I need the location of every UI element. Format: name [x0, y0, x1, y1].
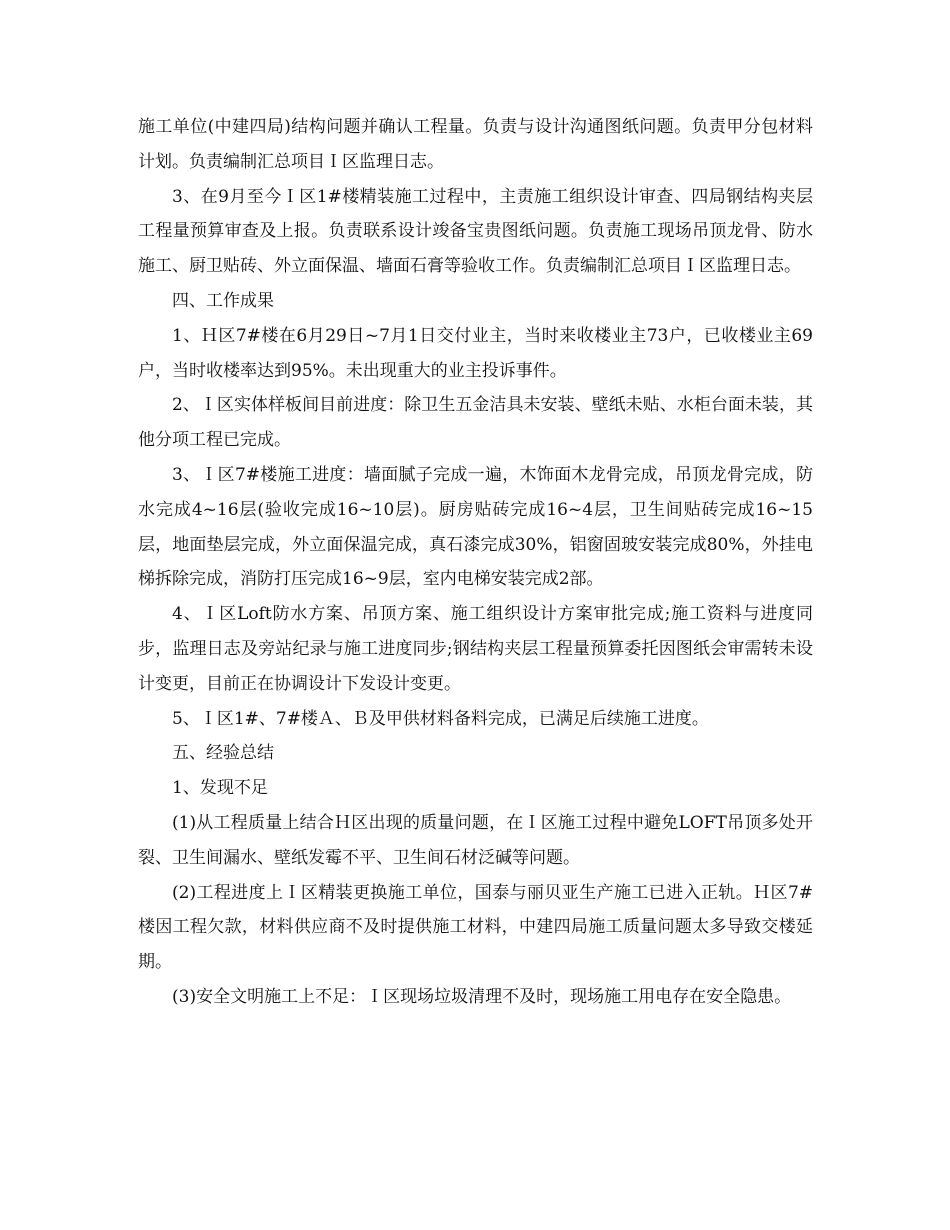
paragraph-1: 施工单位(中建四局)结构问题并确认工程量。负责与设计沟通图纸问题。负责甲分包材料计划。负责编制汇总项目Ｉ区监理日志。 — [138, 117, 813, 172]
paragraph-result-1: 1、Ｈ区7#楼在6月29日~7月1日交付业主，当时来收楼业主73户，已收楼业主69户，当时收楼率达到95%。未出现重大的业主投诉事件。 — [138, 325, 813, 381]
document-body — [138, 110, 813, 1015]
paragraph-result-5: 5、Ｉ区1#、7#楼Ａ、Ｂ及甲供材料备料完成，已满足后续施工进度。 — [172, 708, 709, 729]
paragraph-shortcoming-2: (2)工程进度上Ｉ区精装更换施工单位，国泰与丽贝亚生产施工已进入正轨。Ｈ区7#楼因工程欠款，材料供应商不及时提供施工材料，中建四局施工质量问题太多导致交楼延期。 — [138, 882, 813, 973]
paragraph-result-2: 2、Ｉ区实体样板间目前进度：除卫生五金洁具未安装、壁纸未贴、水柜台面未装，其他分项工程已完成。 — [138, 395, 813, 451]
subheading-shortcomings: 1、发现不足 — [172, 778, 268, 799]
paragraph-result-3: 3、Ｉ区7#楼施工进度：墙面腻子完成一遍，木饰面木龙骨完成，吊顶龙骨完成，防水完成4~16层(验收完成16~10层)。厨房贴砖完成16~4层，卫生间贴砖完成16~15层，地面垫层完成，外立面保温完成，真石漆完成30%，铝窗固玻安装完成80%，外挂电梯拆除完成，消防打压完成16~9层，室内电梯安装完成2部。 — [138, 464, 813, 590]
section-heading-experience-summary: 五、经验总结 — [172, 743, 274, 764]
section-heading-work-results: 四、工作成果 — [172, 290, 274, 311]
paragraph-result-4: 4、Ｉ区Loft防水方案、吊顶方案、施工组织设计方案审批完成;施工资料与进度同步，监理日志及旁站纪录与施工进度同步;钢结构夹层工程量预算委托因图纸会审需转未设计变更，目前正在协调设计下发设计变更。 — [138, 604, 813, 694]
paragraph-shortcoming-1: (1)从工程质量上结合Ｈ区出现的质量问题，在Ｉ区施工过程中避免LOFT吊顶多处开裂、卫生间漏水、壁纸发霉不平、卫生间石材泛碱等问题。 — [138, 812, 813, 868]
paragraph-2: 3、在9月至今Ｉ区1#楼精装施工过程中，主责施工组织设计审查、四局钢结构夹层工程量预算审查及上报。负责联系设计竣备宝贵图纸问题。负责施工现场吊顶龙骨、防水施工、厨卫贴砖、外立面保温、墙面石膏等验收工作。负责编制汇总项目Ｉ区监理日志。 — [138, 186, 813, 277]
paragraph-shortcoming-3: (3)安全文明施工上不足：Ｉ区现场垃圾清理不及时，现场施工用电存在安全隐患。 — [172, 986, 792, 1007]
